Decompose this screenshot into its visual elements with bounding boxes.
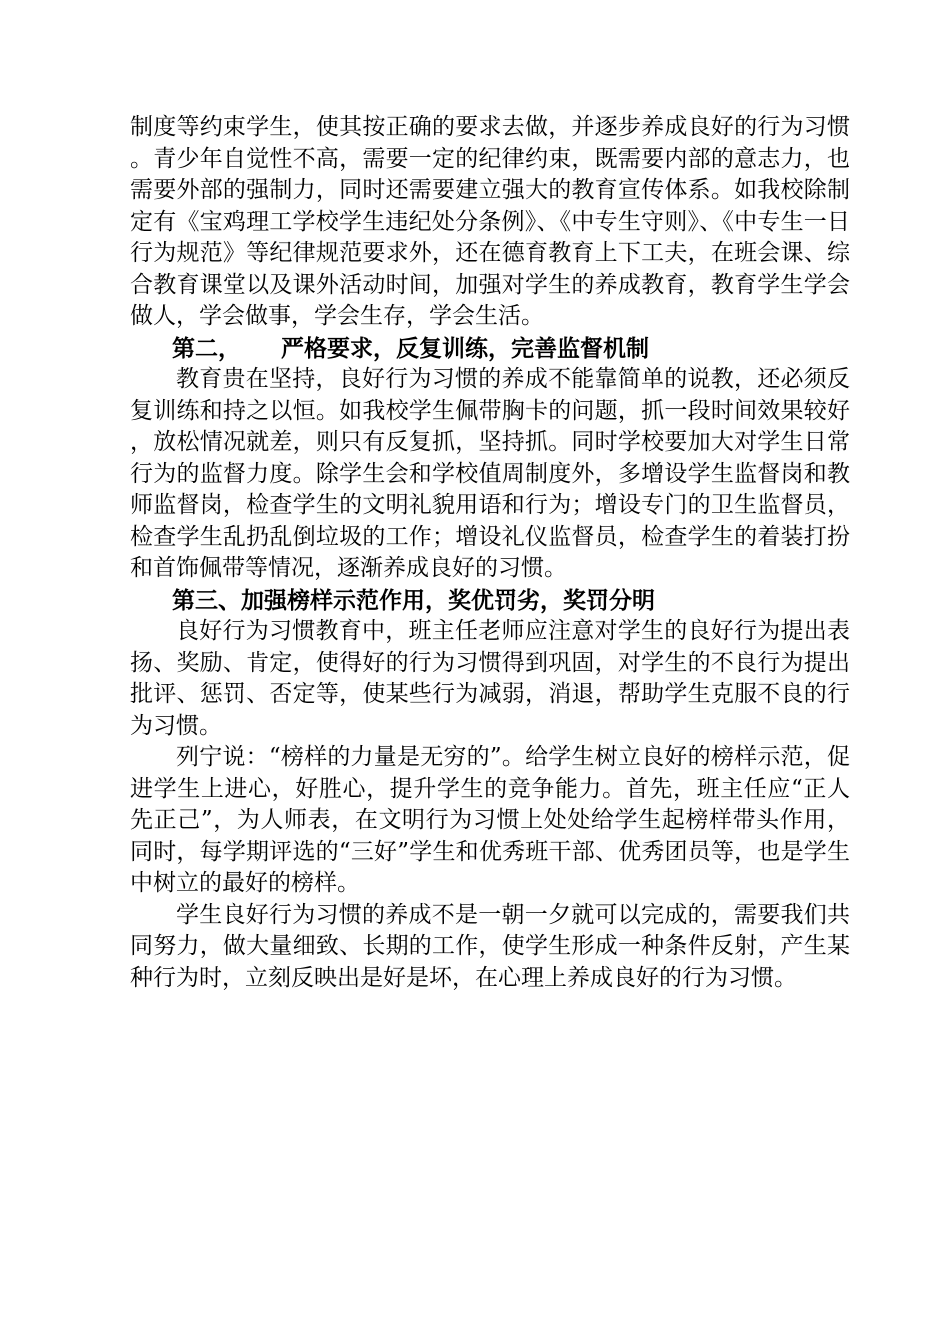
paragraph-lenin-quote: 列宁说：“榜样的力量是无穷的”。给学生树立良好的榜样示范，促进学生上进心，好胜心，提升学生的竞争能力。首先，班主任应“正人先正己”，为人师表，在文明行为习惯上处处给学生起榜样带头作用，同时，每学期评选的“三好”学生和优秀班干部、优秀团员等，也是学生中树立的最好的榜样。 (130, 744, 850, 896)
paragraph-reward-punishment: 良好行为习惯教育中，班主任老师应注意对学生的良好行为提出表扬、奖励、肯定，使得好的行为习惯得到巩固，对学生的不良行为提出批评、惩罚、否定等，使某些行为减弱，消退，帮助学生克服不良的行为习惯。 (130, 618, 850, 739)
heading-third-role-models: 第三、加强榜样示范作用，奖优罚劣，奖罚分明 (172, 586, 655, 614)
paragraph-discipline-system: 制度等约束学生，使其按正确的要求去做，并逐步养成良好的行为习惯。青少年自觉性不高，需要一定的纪律约束，既需要内部的意志力，也需要外部的强制力，同时还需要建立强大的教育宣传体系。如我校除制定有《宝鸡理工学校学生违纪处分条例》、《中专生守则》、《中专生一日行为规范》等纪律规范要求外，还在德育教育上下工夫，在班会课、综合教育课堂以及课外活动时间，加强对学生的养成教育，教育学生学会做人，学会做事，学会生存，学会生活。 (130, 114, 850, 329)
document-body (130, 112, 850, 994)
heading-second-strict-requirements: 第二， 严格要求，反复训练，完善监督机制 (172, 334, 650, 362)
paragraph-conclusion: 学生良好行为习惯的养成不是一朝一夕就可以完成的，需要我们共同努力，做大量细致、长期的工作，使学生形成一种条件反射，产生某种行为时，立刻反映出是好是坏，在心理上养成良好的行为习惯。 (130, 901, 850, 991)
paragraph-persistence-supervision: 教育贵在坚持，良好行为习惯的养成不能靠简单的说教，还必须反复训练和持之以恒。如我校学生佩带胸卡的问题，抓一段时间效果较好，放松情况就差，则只有反复抓，坚持抓。同时学校要加大对学生日常行为的监督力度。除学生会和学校值周制度外，多增设学生监督岗和教师监督岗，检查学生的文明礼貌用语和行为；增设专门的卫生监督员，检查学生乱扔乱倒垃圾的工作；增设礼仪监督员，检查学生的着装打扮和首饰佩带等情况，逐渐养成良好的习惯。 (130, 366, 850, 581)
